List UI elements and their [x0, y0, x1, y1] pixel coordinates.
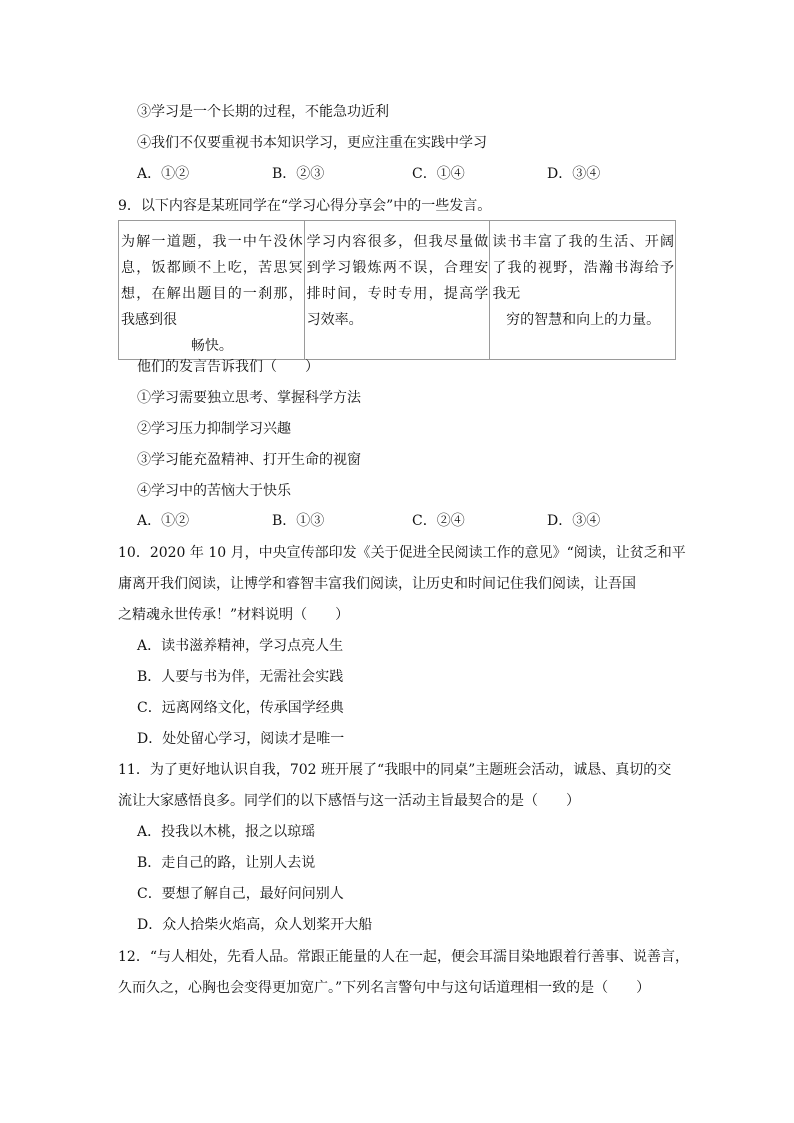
- q10-stem-line-2: 庸离开我们阅读，让博学和睿智丰富我们阅读，让历史和时间记住我们阅读，让吾国: [118, 576, 636, 592]
- q11-stem-line-2: 流让大家感悟良多。同学们的以下感悟与这一活动主旨最契合的是（ ）: [118, 793, 580, 809]
- q9-speech-cell: [490, 221, 676, 360]
- q8-option-d: D．③④: [547, 166, 601, 182]
- q9-option-d: D．③④: [547, 513, 601, 529]
- q9-speech-text: 读书丰富了我的生活、开阔了我的视野，浩瀚书海给予我无: [492, 234, 674, 302]
- q9-stem: 9．以下内容是某班同学在“学习心得分享会”中的一些发言。: [118, 198, 492, 214]
- q11-option-d: D．众人拾柴火焰高，众人划桨开大船: [137, 917, 373, 933]
- q8-option-b: B．②③: [272, 166, 325, 182]
- q10-option-b: B．人要与书为伴，无需社会实践: [137, 669, 344, 685]
- q9-speech-text-tail: 畅快。: [190, 338, 233, 354]
- q9-speech-text-tail: 穷的智慧和向上的力量。: [506, 312, 661, 328]
- q10-option-d: D．处处留心学习，阅读才是唯一: [137, 731, 345, 747]
- q9-option-c: C．②④: [412, 513, 465, 529]
- q9-option-b: B．①③: [272, 513, 325, 529]
- q12-stem-line-2: 久而久之，心胸也会变得更加宽广。”下列名言警句中与这句话道理相一致的是（ ）: [118, 980, 651, 996]
- q9-question: 他们的发言告诉我们（ ）: [137, 359, 319, 375]
- q9-speech-text: 学习内容很多，但我尽量做到学习锻炼两不误，合理安排时间，专时专用，提高学习效率。: [306, 234, 489, 328]
- q9-option-a: A．①②: [137, 513, 190, 529]
- q8-statement-4: ④我们不仅要重视书本知识学习，更应注重在实践中学习: [137, 135, 487, 151]
- q9-speech-table: [118, 220, 676, 360]
- q9-statement-4: ④学习中的苦恼大于快乐: [137, 483, 291, 499]
- q8-option-a: A．①②: [137, 166, 190, 182]
- q8-option-c: C．①④: [412, 166, 465, 182]
- q9-statement-2: ②学习压力抑制学习兴趣: [137, 421, 291, 437]
- q10-stem-line-1: 10．2020 年 10 月，中央宣传部印发《关于促进全民阅读工作的意见》“阅读，让贫乏和平: [118, 545, 686, 561]
- q8-statement-3: ③学习是一个长期的过程，不能急功近利: [137, 104, 389, 120]
- q11-option-a: A．投我以木桃，报之以琼瑶: [137, 824, 316, 840]
- q10-option-c: C．远离网络文化，传承国学经典: [137, 700, 344, 716]
- q12-stem-line-1: 12．“与人相处，先看人品。常跟正能量的人在一起，便会耳濡目染地跟着行善事、说善言，: [118, 949, 689, 965]
- q9-statement-3: ③学习能充盈精神、打开生命的视窗: [137, 452, 361, 468]
- q10-stem-line-3: 之精魂永世传承！”材料说明（ ）: [118, 607, 350, 623]
- q11-stem-line-1: 11．为了更好地认识自我，702 班开展了“我眼中的同桌”主题班会活动，诚恳、真切的交: [118, 762, 672, 778]
- q9-speech-cell: [304, 221, 490, 360]
- q10-option-a: A．读书滋养精神，学习点亮人生: [137, 638, 344, 654]
- q11-option-b: B．走自己的路，让别人去说: [137, 855, 316, 871]
- q9-statement-1: ①学习需要独立思考、掌握科学方法: [137, 390, 361, 406]
- q9-speech-cell: [119, 221, 305, 360]
- q9-speech-text: 为解一道题，我一中午没休息，饭都顾不上吃，苦思冥想，在解出题目的一刹那，我感到很: [121, 234, 303, 328]
- q11-option-c: C．要想了解自己，最好问问别人: [137, 886, 344, 902]
